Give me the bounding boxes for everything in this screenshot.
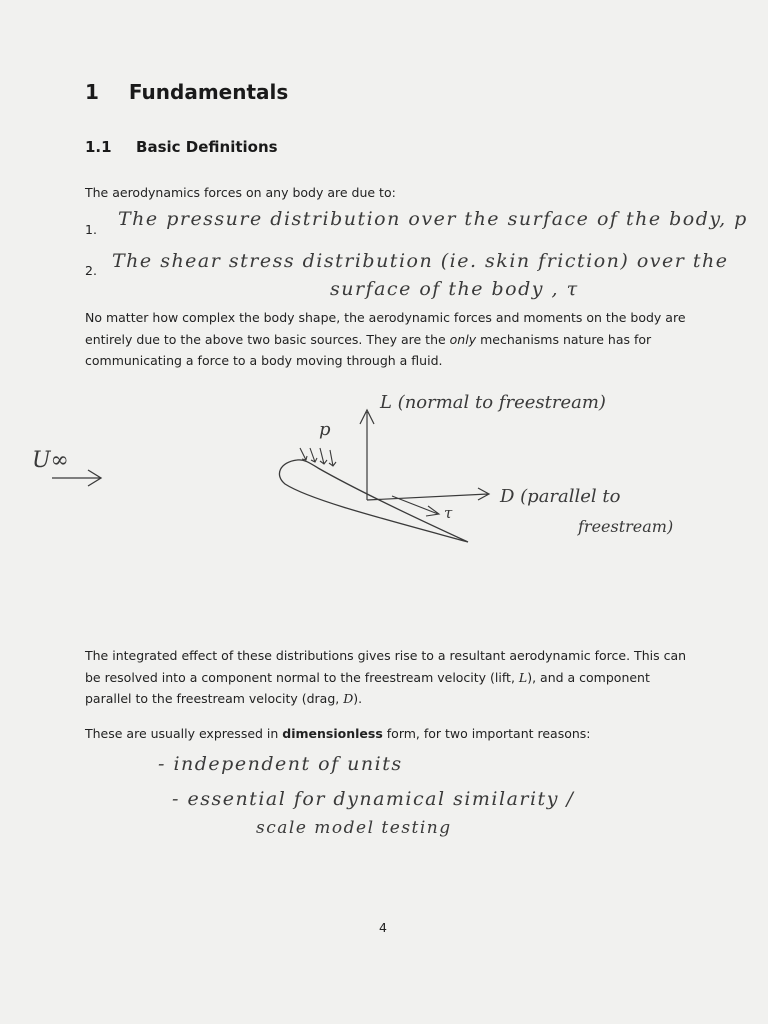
paragraph-dimensionless [85,723,690,745]
drag-label-line2: freestream) [578,517,674,536]
drag-label-line1: D (parallel to [500,486,621,507]
para1-text-a: No matter how complex the body shape, the aerodynamic forces and moments on the body are entirely due to the above two basic sources. They are the [85,310,686,347]
list-number-1: 1. [85,222,97,237]
lift-label: L (normal to freestream) [380,392,606,413]
intro-text: The aerodynamics forces on any body are due to: [85,185,396,200]
list-item-2-handwritten-line1: The shear stress distribution (ie. skin friction) over the [112,250,729,272]
paragraph-resultant-force [85,645,690,710]
pressure-arrows [300,448,336,466]
para2-text-c: ). [353,691,363,706]
reason-2-handwritten-line2: scale model testing [256,818,452,838]
para2-drag-symbol: D [343,691,354,706]
para3-text-b: form, for two important reasons: [382,726,591,741]
para1-emphasis: only [449,331,477,347]
airfoil-force-diagram [0,380,768,640]
pressure-label: p [319,419,331,440]
section-heading [85,80,288,104]
section-title: Fundamentals [128,80,289,104]
para2-lift-symbol: L [518,669,528,685]
subsection-title: Basic Definitions [136,138,278,156]
reason-2-handwritten-line1: - essential for dynamical similarity / [172,788,575,810]
shear-arrow [392,496,439,516]
airfoil-shape [279,460,468,542]
section-number: 1 [85,80,99,104]
para2-text-a: The integrated effect of these distributions gives rise to a resultant aerodynamic force. This can be resolved into a component normal to the freestream velocity (lift, [85,648,687,685]
list-number-2: 2. [85,263,97,278]
subsection-heading [85,138,278,156]
page-number: 4 [379,920,387,935]
para1-text-b: mechanisms nature has for communicating a force to a body moving through a fluid. [85,331,652,368]
paragraph-body-sources [85,307,690,372]
lift-arrow [360,410,374,500]
subsection-number: 1.1 [85,138,112,156]
drag-arrow [367,488,489,500]
freestream-label: U∞ [32,448,69,473]
list-item-2-handwritten-line2: surface of the body , τ [330,278,579,300]
para3-text-a: These are usually expressed in [85,726,283,741]
list-item-1-handwritten: The pressure distribution over the surface of the body, p [118,208,748,230]
para2-text-b: ), and a component parallel to the freestream velocity (drag, [85,669,650,706]
reason-1-handwritten: - independent of units [158,753,403,775]
shear-label: τ [444,504,453,522]
para3-bold: dimensionless [282,726,383,741]
